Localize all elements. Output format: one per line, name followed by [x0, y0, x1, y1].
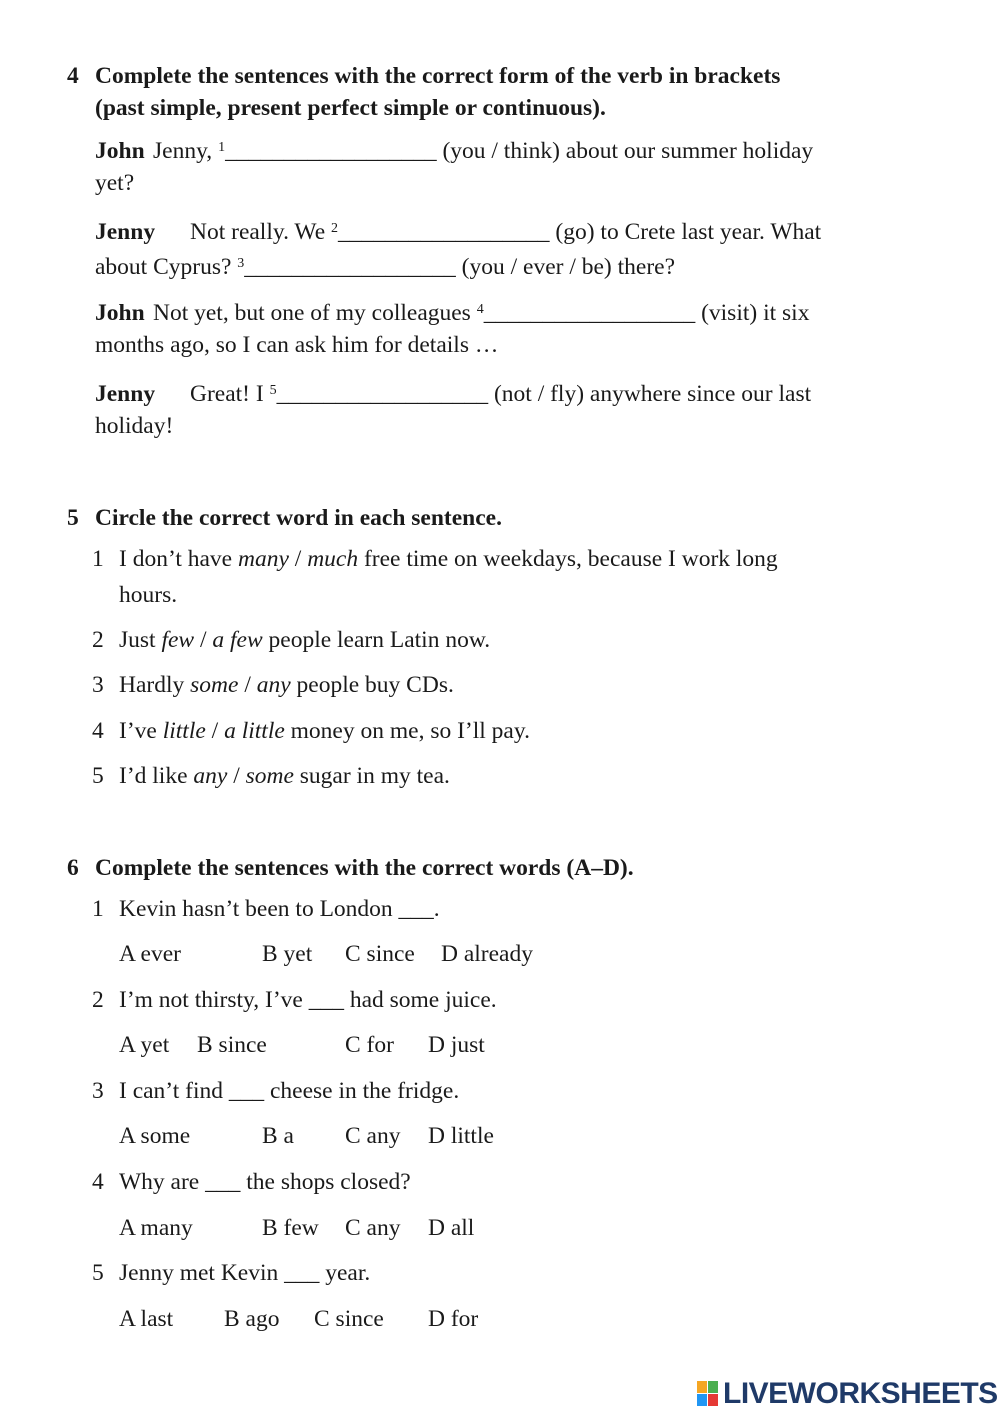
blank-number: 4	[476, 302, 484, 317]
dialogue-line-2	[95, 213, 821, 248]
dialogue-text: about Cyprus?	[95, 254, 238, 280]
blank-number: 5	[269, 383, 277, 398]
choice-separator: /	[194, 627, 213, 653]
item-text: I’ve	[119, 718, 163, 744]
dialogue-text: (you / ever / be) there?	[455, 254, 676, 280]
ex6-item-3	[92, 1075, 459, 1107]
ex6-item-2	[92, 984, 497, 1016]
option-b[interactable]: B since	[197, 1032, 267, 1058]
choice-a[interactable]: many	[238, 546, 289, 572]
choice-a[interactable]: some	[190, 672, 239, 698]
choice-b[interactable]: a few	[212, 627, 263, 653]
option-c[interactable]: C for	[345, 1032, 394, 1058]
exercise-6-number: 6	[67, 855, 79, 881]
choice-separator: /	[227, 763, 246, 789]
item-text: money on me, so I’ll pay.	[284, 718, 530, 744]
option-d[interactable]: D already	[441, 941, 533, 967]
option-a[interactable]: A some	[119, 1123, 191, 1149]
dialogue-line-3	[95, 294, 809, 329]
item-text: Just	[119, 627, 162, 653]
item-number: 4	[92, 1169, 104, 1195]
dialogue-text: Not really. We	[190, 219, 332, 245]
choice-separator: /	[288, 546, 308, 572]
item-text: Kevin hasn’t been to London ___.	[119, 896, 440, 922]
item-number: 3	[92, 1078, 104, 1104]
option-a[interactable]: A yet	[119, 1032, 170, 1058]
dialogue-line-2-cont	[95, 248, 675, 283]
speaker-name: Jenny	[95, 381, 156, 407]
item-text: Why are ___ the shops closed?	[119, 1169, 411, 1195]
option-b[interactable]: B few	[262, 1215, 319, 1241]
item-number: 2	[92, 987, 104, 1013]
dialogue-line-1-cont	[95, 167, 134, 199]
item-text: people buy CDs.	[290, 672, 454, 698]
answer-blank-5[interactable]: __________________	[276, 381, 489, 407]
dialogue-text: months ago, so I can ask him for details …	[95, 332, 499, 358]
dialogue-line-4	[95, 375, 811, 410]
answer-blank-2[interactable]: __________________	[338, 219, 550, 245]
ex5-item-3	[92, 669, 454, 701]
option-c[interactable]: C any	[345, 1215, 401, 1241]
ex5-item-1	[92, 543, 778, 575]
exercise-5-number: 5	[67, 505, 79, 531]
ex5-item-4	[92, 715, 530, 747]
option-a[interactable]: A many	[119, 1215, 193, 1241]
item-text: I can’t find ___ cheese in the fridge.	[119, 1078, 460, 1104]
item-number: 1	[92, 896, 104, 922]
item-text: Jenny met Kevin ___ year.	[119, 1260, 371, 1286]
dialogue-text: Not yet, but one of my colleagues	[153, 300, 477, 326]
blank-number: 3	[237, 256, 245, 271]
item-text: people learn Latin now.	[262, 627, 491, 653]
item-text: hours.	[119, 582, 178, 608]
item-text: sugar in my tea.	[293, 763, 450, 789]
liveworksheets-logo-icon	[697, 1381, 719, 1407]
option-d[interactable]: D all	[428, 1215, 475, 1241]
option-b[interactable]: B yet	[262, 941, 313, 967]
option-a[interactable]: A last	[119, 1306, 174, 1332]
item-text: I don’t have	[119, 546, 238, 572]
option-c[interactable]: C any	[345, 1123, 401, 1149]
dialogue-line-1	[95, 132, 813, 167]
dialogue-text: (visit) it six	[695, 300, 810, 326]
dialogue-text: Jenny,	[153, 138, 219, 164]
dialogue-text: holiday!	[95, 413, 174, 439]
dialogue-text: Great! I	[190, 381, 270, 407]
answer-blank-3[interactable]: __________________	[244, 254, 456, 280]
exercise-4-heading-line1: Complete the sentences with the correct form of the verb in brackets	[95, 63, 781, 89]
blank-number: 1	[218, 140, 226, 155]
liveworksheets-logo	[697, 1377, 998, 1411]
exercise-4-heading	[95, 60, 780, 124]
item-text: Hardly	[119, 672, 191, 698]
choice-separator: /	[205, 718, 225, 744]
ex6-item-5	[92, 1257, 370, 1289]
dialogue-line-3-cont	[95, 329, 498, 361]
exercise-4-number: 4	[67, 63, 79, 89]
exercise-4-heading-line2: (past simple, present perfect simple or continuous).	[95, 95, 606, 121]
speaker-name: John	[95, 300, 145, 326]
choice-separator: /	[238, 672, 257, 698]
choice-b[interactable]: any	[256, 672, 291, 698]
choice-b[interactable]: much	[307, 546, 359, 572]
ex5-item-1-cont	[119, 579, 177, 611]
option-d[interactable]: D for	[428, 1306, 479, 1332]
item-number: 2	[92, 627, 104, 653]
exercise-5-heading: Circle the correct word in each sentence.	[95, 505, 502, 531]
answer-blank-1[interactable]: __________________	[225, 138, 437, 164]
item-number: 5	[92, 1260, 104, 1286]
item-text: I’d like	[119, 763, 194, 789]
choice-a[interactable]: any	[193, 763, 228, 789]
option-d[interactable]: D little	[428, 1123, 494, 1149]
option-b[interactable]: B a	[262, 1123, 294, 1149]
speaker-name: Jenny	[95, 219, 156, 245]
option-c[interactable]: C since	[345, 941, 415, 967]
item-text: I’m not thirsty, I’ve ___ had some juice.	[119, 987, 497, 1013]
item-text: free time on weekdays, because I work long	[358, 546, 778, 572]
option-a[interactable]: A ever	[119, 941, 181, 967]
choice-a[interactable]: little	[162, 718, 206, 744]
choice-b[interactable]: a little	[224, 718, 285, 744]
dialogue-text: (go) to Crete last year. What	[549, 219, 822, 245]
item-number: 1	[92, 546, 104, 572]
answer-blank-4[interactable]: __________________	[483, 300, 696, 326]
choice-b[interactable]: some	[245, 763, 294, 789]
item-number: 3	[92, 672, 104, 698]
speaker-name: John	[95, 138, 145, 164]
item-number: 5	[92, 763, 104, 789]
ex5-item-2	[92, 624, 490, 656]
option-c[interactable]: C since	[314, 1306, 384, 1332]
ex5-item-5	[92, 760, 450, 792]
option-b[interactable]: B ago	[224, 1306, 280, 1332]
ex6-item-1	[92, 893, 440, 925]
dialogue-line-4-cont	[95, 410, 173, 442]
exercise-6-heading: Complete the sentences with the correct words (A–D).	[95, 855, 634, 881]
dialogue-text: (you / think) about our summer holiday	[436, 138, 814, 164]
option-d[interactable]: D just	[428, 1032, 485, 1058]
liveworksheets-logo-text: LIVEWORKSHEETS	[723, 1377, 998, 1410]
dialogue-text: yet?	[95, 170, 135, 196]
dialogue-text: (not / fly) anywhere since our last	[488, 381, 812, 407]
blank-number: 2	[331, 221, 339, 236]
ex6-item-4	[92, 1166, 411, 1198]
item-number: 4	[92, 718, 104, 744]
choice-a[interactable]: few	[161, 627, 195, 653]
